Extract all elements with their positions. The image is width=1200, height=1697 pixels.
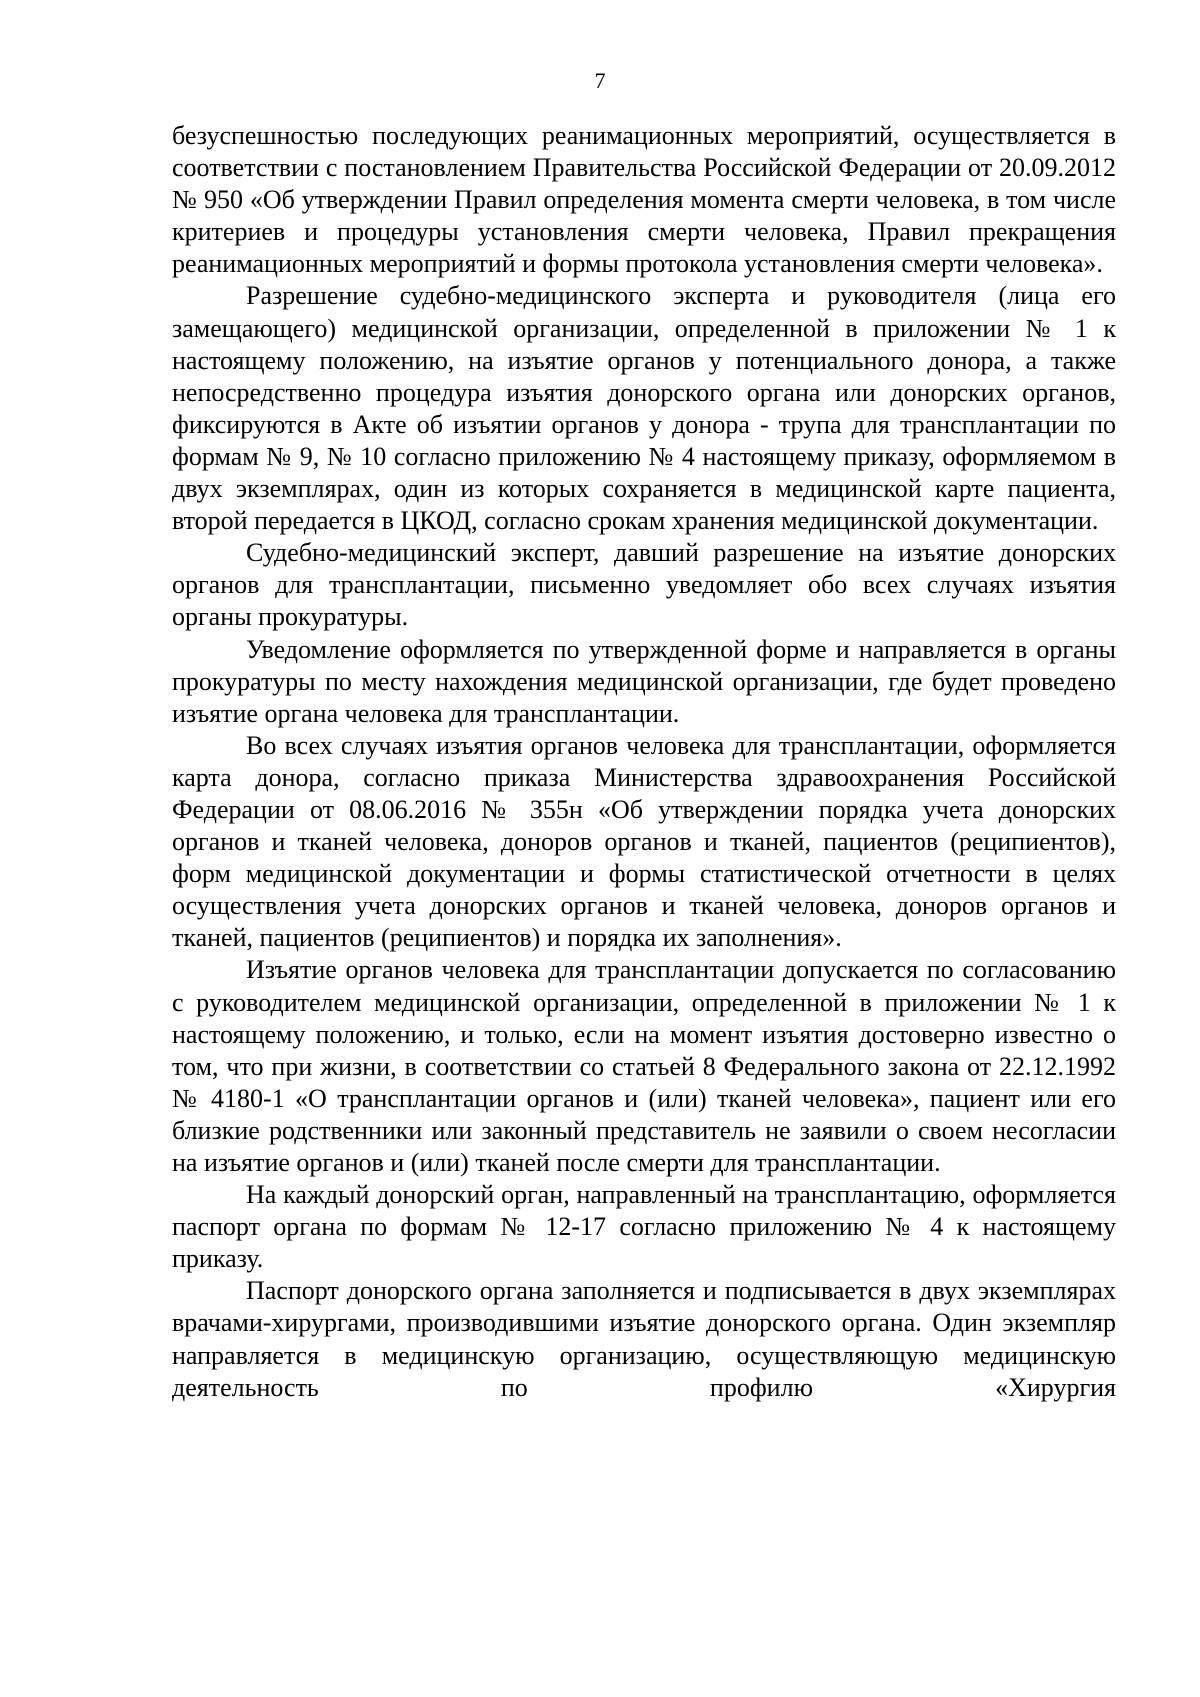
page-number: 7 [594,68,606,93]
paragraph-1: безуспешностью последующих реанимационных мероприятий, осуществляется в соответствии с постановлением Правительства Российской Федерации от 20.09.2012 № 950 «Об утверждении Правил определения момента смерти человека, в том числе критериев и процедуры установления смерти человека, Правил прекращения реанимационных мероприятий и формы протокола установления смерти человека». [172,121,1116,279]
paragraph-4: Уведомление оформляется по утвержденной форме и направляется в органы прокуратуры по месту нахождения медицинской организации, где будет проведено изъятие органа человека для трансплантации. [172,634,1116,728]
paragraph-7: На каждый донорский орган, направленный на трансплантацию, оформляется паспорт органа по формам № 12-17 согласно приложению № 4 к настоящему приказу. [172,1180,1116,1274]
paragraph-2: Разрешение судебно-медицинского эксперта и руководителя (лица его замещающего) медицинской организации, определенной в приложении № 1 к настоящему положению, на изъятие органов у потенциального донора, а также непосредственно процедура изъятия донорского органа или донорских органов, фиксируются в Акте об изъятии органов у донора - трупа для трансплантации по формам № 9, № 10 согласно приложению № 4 настоящему приказу, оформляемом в двух экземплярах, один из которых сохраняется в медицинской карте пациента, второй передается в ЦКОД, согласно срокам хранения медицинской документации. [172,281,1116,536]
paragraph-8: Паспорт донорского органа заполняется и подписывается в двух экземплярах врачами-хирургами, производившими изъятие донорского органа. Один экземпляр направляется в медицинскую организацию, осуществляющую медицинскую деятельность по профилю «Хирургия [172,1276,1116,1402]
paragraph-6: Изъятие органов человека для трансплантации допускается по согласованию с руководителем медицинской организации, определенной в приложении № 1 к настоящему положению, и только, если на момент изъятия достоверно известно о том, что при жизни, в соответствии со статьей 8 Федерального закона от 22.12.1992 № 4180-1 «О трансплантации органов и (или) тканей человека», пациент или его близкие родственники или законный представитель не заявили о своем несогласии на изъятие органов и (или) тканей после смерти для трансплантации. [172,955,1116,1177]
paragraph-5: Во всех случаях изъятия органов человека для трансплантации, оформляется карта донора, согласно приказа Министерства здравоохранения Российской Федерации от 08.06.2016 № 355н «Об утверждении порядка учета донорских органов и тканей человека, доноров органов и тканей, пациентов (реципиентов), форм медицинской документации и формы статистической отчетности в целях осуществления учета донорских органов и тканей человека, доноров органов и тканей, пациентов (реципиентов) и порядка их заполнения». [172,730,1116,953]
document-body [172,120,1116,1404]
paragraph-3: Судебно-медицинский эксперт, давший разрешение на изъятие донорских органов для трансплантации, письменно уведомляет обо всех случаях изъятия органы прокуратуры. [172,538,1116,632]
